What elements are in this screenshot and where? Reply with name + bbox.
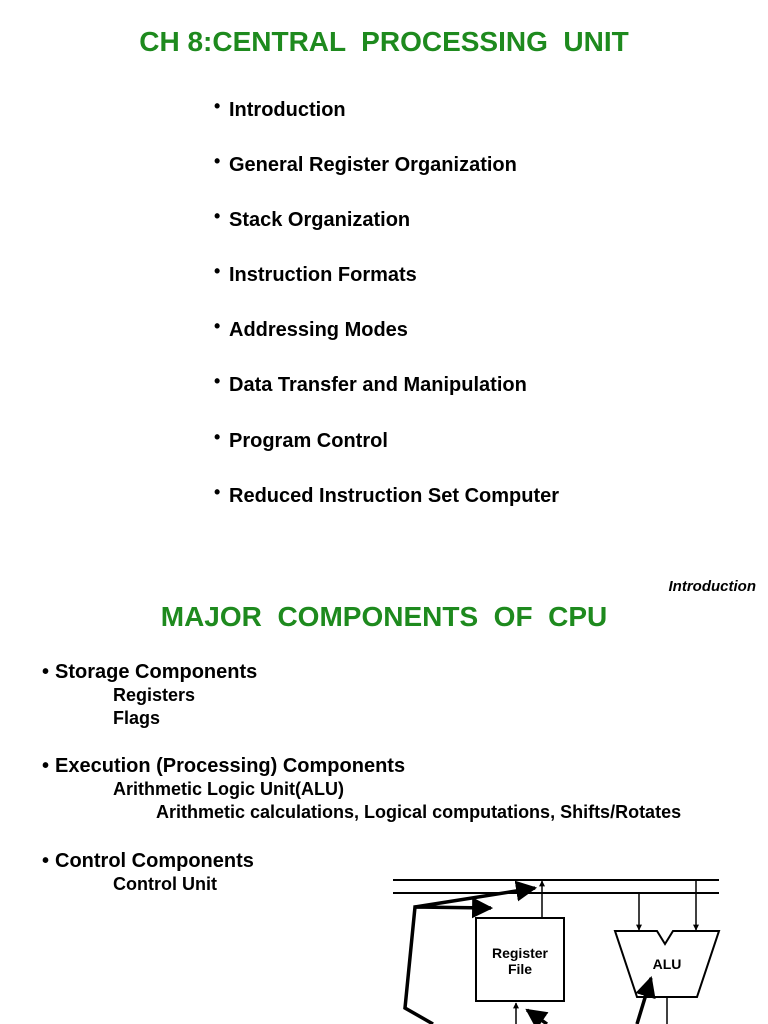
contents-item-label: Instruction Formats (229, 264, 417, 287)
contents-item-label: Stack Organization (229, 209, 411, 232)
bullet: • (214, 481, 221, 502)
bullet: • (42, 661, 50, 683)
slide-title: MAJOR COMPONENTS OF CPU (160, 601, 608, 632)
cpu-block-diagram (385, 870, 725, 1024)
bullet: • (214, 316, 221, 337)
contents-item (214, 316, 559, 374)
bullet: • (214, 151, 221, 172)
register-file-label: Register (491, 945, 549, 961)
contents-item-label: General Register Organization (229, 154, 517, 177)
contents-item (214, 481, 560, 540)
component-item: Registers (113, 685, 196, 705)
contents-item (214, 261, 559, 319)
slide-title: CH 8:CENTRAL PROCESSING UNIT (139, 26, 629, 57)
alu-label: ALU (652, 956, 682, 972)
contents-item (214, 426, 559, 485)
contents-item-label: Data Transfer and Manipulation (229, 374, 527, 397)
chapter-contents-list (214, 96, 560, 540)
component-group-storage (42, 661, 257, 730)
arrow (415, 888, 535, 907)
group-heading: Control Components (55, 850, 254, 872)
contents-item-label: Addressing Modes (229, 319, 408, 342)
contents-item-label: Introduction (229, 99, 346, 121)
arrow (527, 1010, 547, 1024)
register-file-label: File (507, 961, 533, 977)
bullet: • (214, 96, 221, 116)
component-group-execution (42, 755, 681, 824)
bullet: • (214, 371, 221, 392)
component-item: Flags (113, 708, 161, 728)
group-heading: Storage Components (55, 661, 258, 683)
contents-item (214, 206, 559, 264)
group-heading: Execution (Processing) Components (55, 755, 406, 777)
bullet: • (42, 755, 50, 777)
bullet: • (214, 261, 221, 282)
contents-item-label: Reduced Instruction Set Computer (229, 484, 560, 507)
bullet: • (214, 206, 221, 227)
bullet: • (42, 850, 50, 872)
component-item: Control Unit (113, 874, 217, 894)
component-detail: Arithmetic calculations, Logical computations, Shifts/Rotates (156, 802, 682, 822)
component-group-control (42, 850, 254, 896)
component-item: Arithmetic Logic Unit(ALU) (113, 779, 344, 799)
contents-item (214, 96, 559, 154)
bullet: • (214, 426, 221, 447)
contents-item (214, 151, 559, 209)
contents-item (214, 371, 559, 429)
section-tag: Introduction (668, 578, 756, 595)
contents-item-label: Program Control (229, 429, 388, 452)
